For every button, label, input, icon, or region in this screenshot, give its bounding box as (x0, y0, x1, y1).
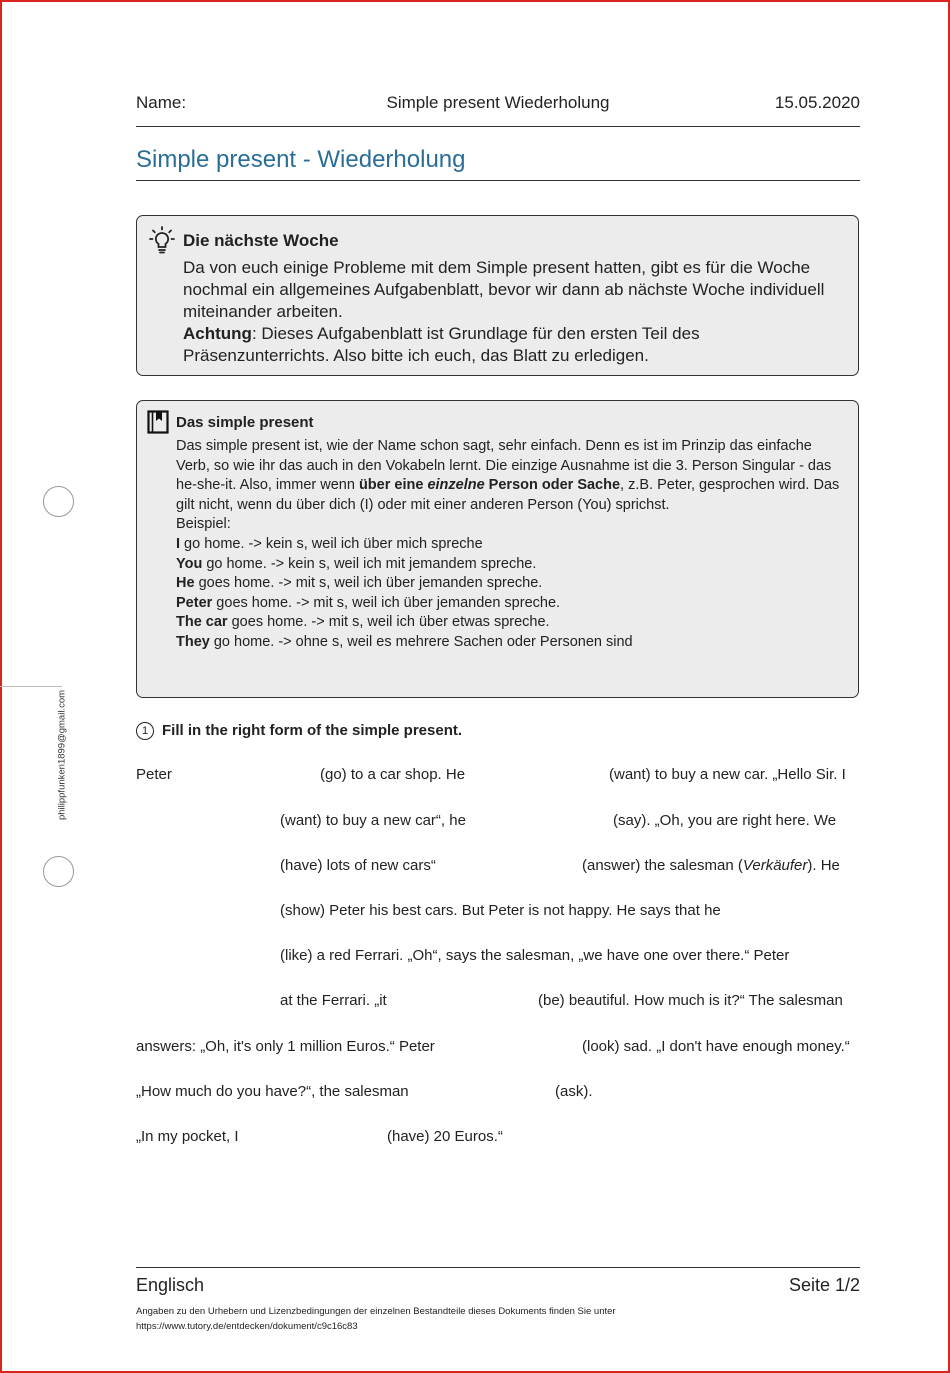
license-note: Angaben zu den Urhebern und Lizenzbedingungen der einzelnen Bestandteile dieses Dokuments finden Sie unter https://www.tutory.de/entdecken/dokument/c9c16c83 (136, 1306, 616, 1332)
exercise-text: (go) to a car shop. He (320, 766, 466, 783)
task-text: Fill in the right form of the simple present. (162, 722, 463, 739)
exercise-text: (want) to buy a new car“, he (280, 812, 466, 829)
exercise-text: (have) 20 Euros.“ (387, 1128, 503, 1145)
example-line: They go home. -> ohne s, weil es mehrere Sachen oder Personen sind (176, 633, 633, 650)
license-link[interactable]: https://www.tutory.de/entdecken/dokument/c9c16c83 (136, 1321, 358, 1332)
name-label: Name: (136, 93, 187, 112)
document-title: Simple present - Wiederholung (136, 146, 860, 181)
page-footer (136, 1267, 860, 1332)
footer-subject: Englisch (136, 1275, 205, 1295)
example-line: The car goes home. -> mit s, weil ich über etwas spreche. (176, 614, 550, 631)
side-email: philippfunken1899@gmail.com (56, 689, 68, 821)
info-box-next-week (136, 215, 859, 376)
text-line: Präsenzunterrichts. Also bitte ich euch, das Blatt zu erledigen. (183, 346, 649, 365)
text-line: gilt nicht, wenn du über dich (I) oder mit einer anderen Person (You) sprichst. (176, 496, 670, 513)
exercise-text: Peter (136, 766, 172, 783)
fold-mark (0, 686, 62, 687)
exercise-text: (have) lots of new cars“ (280, 857, 436, 874)
example-line: Peter goes home. -> mit s, weil ich über jemanden spreche. (176, 594, 561, 611)
exercise-text: (answer) the salesman (Verkäufer). He (582, 857, 840, 874)
info-box-simple-present (136, 400, 859, 698)
page-number: Seite 1/2 (788, 1275, 860, 1295)
achtung-label: Achtung (183, 324, 252, 343)
box-body (183, 257, 855, 367)
text-line: nochmal ein allgemeines Aufgabenblatt, bevor wir dann ab nächste Woche individuell (183, 280, 825, 299)
exercise-text: (like) a red Ferrari. „Oh“, says the salesman, „we have one over there.“ Peter (280, 947, 790, 964)
box-body (176, 437, 852, 653)
exercise-text: answers: „Oh, it's only 1 million Euros.“ Peter (136, 1038, 435, 1055)
box-heading: Das simple present (176, 414, 314, 431)
text-line: Verb, so wie ihr das auch in den Vokabeln lernt. Die einzige Ausnahme ist die 3. Person Singular - das (176, 457, 832, 474)
exercise-text: (be) beautiful. How much is it?“ The salesman (538, 992, 843, 1009)
task-number: 1 (136, 722, 154, 740)
exercise-text: (ask). (555, 1083, 593, 1100)
text-line: he-she-it. Also, immer wenn über eine einzelne Person oder Sache, z.B. Peter, gesprochen wird. Das (176, 477, 840, 494)
task-instruction (136, 722, 462, 740)
punch-hole (43, 856, 74, 887)
punch-hole (43, 486, 74, 517)
example-line: I go home. -> kein s, weil ich über mich spreche (176, 535, 483, 552)
text-line: Da von euch einige Probleme mit dem Simple present hatten, gibt es für die Woche (183, 258, 811, 277)
exercise-text: (look) sad. „I don't have enough money.“ (582, 1038, 850, 1055)
example-line: You go home. -> kein s, weil ich mit jemandem spreche. (176, 555, 537, 572)
exercise-text: (show) Peter his best cars. But Peter is not happy. He says that he (280, 902, 721, 919)
exercise-text: (want) to buy a new car. „Hello Sir. I (609, 766, 846, 783)
text-line: Das simple present ist, wie der Name schon sagt, sehr einfach. Denn es ist im Prinzip das einfache (176, 438, 812, 454)
exercise-text: „How much do you have?“, the salesman (136, 1083, 409, 1100)
text-line: Beispiel: (176, 516, 231, 533)
exercise-text: „In my pocket, I (136, 1128, 239, 1145)
header-title: Simple present Wiederholung (386, 93, 610, 112)
page-header (136, 92, 860, 127)
example-line: He goes home. -> mit s, weil ich über jemanden spreche. (176, 575, 543, 592)
text-line: miteinander arbeiten. (183, 302, 343, 321)
exercise-text: at the Ferrari. „it (280, 992, 387, 1009)
box-heading: Die nächste Woche (183, 231, 339, 250)
lightbulb-icon (149, 226, 175, 259)
header-date: 15.05.2020 (774, 93, 860, 112)
exercise-text: (say). „Oh, you are right here. We (613, 812, 837, 829)
book-icon (147, 410, 169, 439)
text-line: Achtung: Dieses Aufgabenblatt ist Grundlage für den ersten Teil des (183, 324, 700, 343)
